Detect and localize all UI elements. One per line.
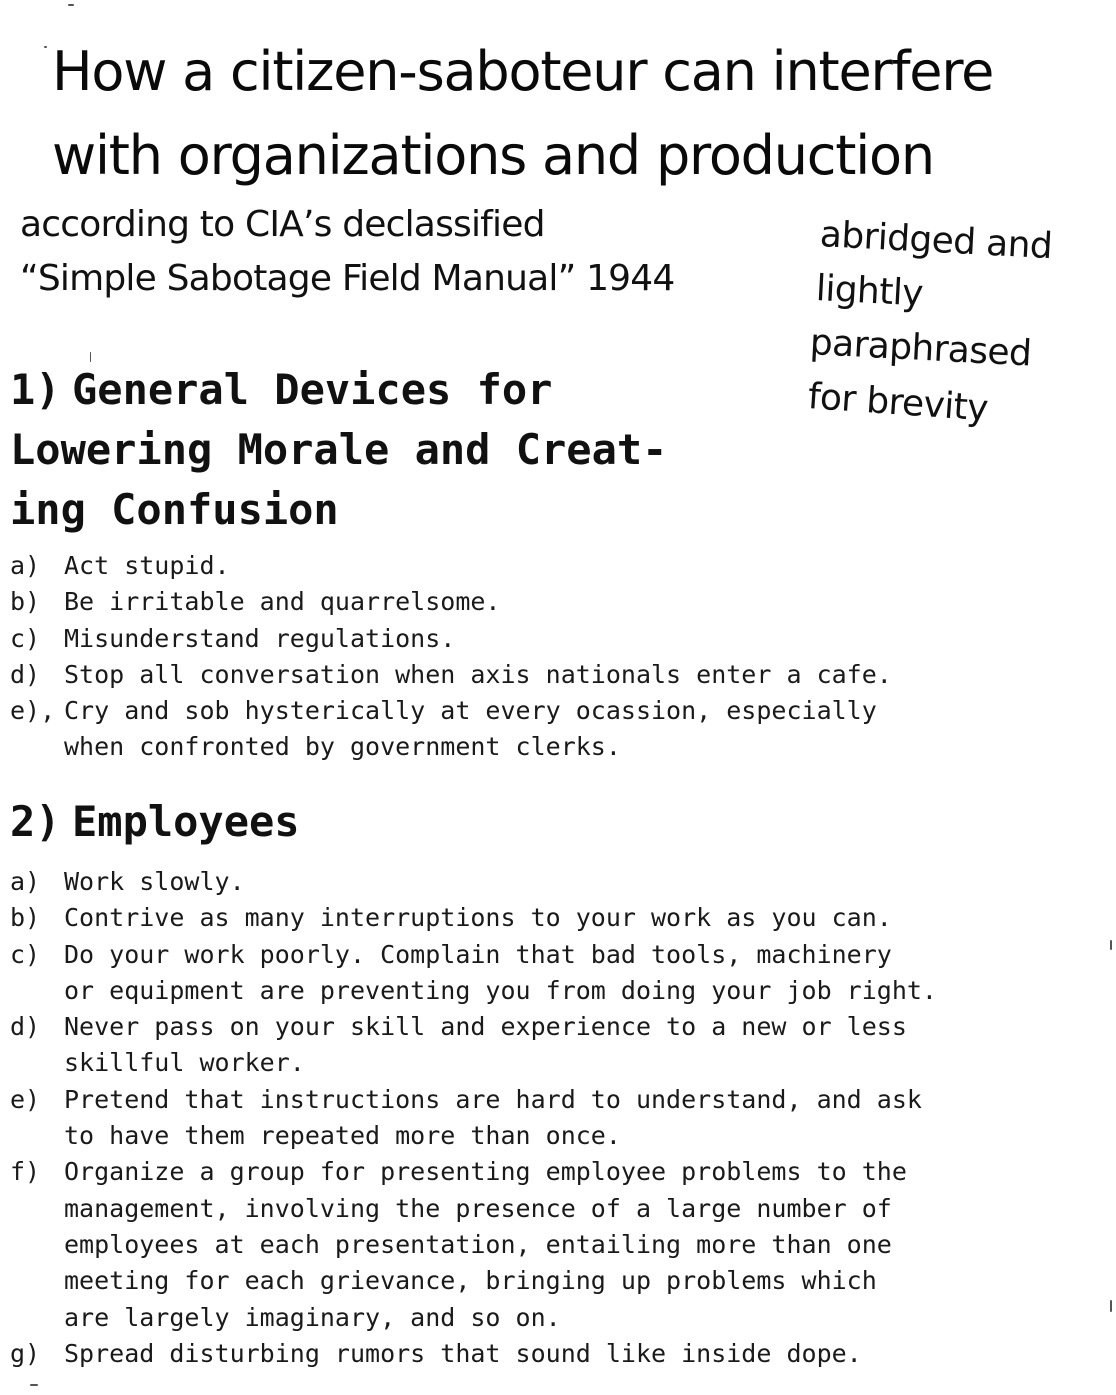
list-item-marker: f) (10, 1157, 41, 1187)
list-item-text: Spread disturbing rumors that sound like inside dope. (64, 1338, 862, 1368)
note-line-2: lightly (814, 268, 924, 315)
list-item-text: management, involving the presence of a large number of (64, 1193, 892, 1223)
list-item (10, 548, 892, 584)
list-item-marker: a) (10, 551, 41, 580)
scan-speck (1110, 1300, 1112, 1312)
list-item (10, 864, 937, 900)
list-item-marker: e), (10, 696, 56, 726)
section-2-list (10, 864, 937, 1372)
note-line-3: paraphrased (808, 322, 1033, 375)
list-item (10, 1300, 937, 1336)
list-item-text: Be irritable and quarrelsome. (64, 587, 501, 617)
section-2-number: 2) (10, 797, 61, 846)
list-item-marker: e) (10, 1084, 41, 1114)
list-item-text: Act stupid. (64, 551, 230, 580)
section-1-heading (10, 360, 667, 540)
list-item-text: Work slowly. (64, 867, 245, 896)
list-item-text: Organize a group for presenting employee problems to the (64, 1157, 907, 1187)
section-1-heading-line-2: Lowering Morale and Creat- (10, 425, 668, 474)
list-item-text: Misunderstand regulations. (64, 623, 456, 653)
list-item-text: Stop all conversation when axis nationals enter a cafe. (64, 659, 892, 689)
list-item-marker: a) (10, 867, 41, 896)
list-item-text: are largely imaginary, and so on. (64, 1302, 561, 1332)
scan-speck (1110, 940, 1112, 950)
list-item (10, 1045, 937, 1081)
note-line-4: for brevity (806, 376, 990, 430)
list-item (10, 973, 937, 1009)
list-item-text: employees at each presentation, entailing more than one (64, 1229, 892, 1259)
list-item (10, 1191, 937, 1227)
source-subtitle (20, 198, 675, 306)
list-item-text: Contrive as many interruptions to your work as you can. (64, 903, 892, 933)
section-1-list (10, 548, 892, 766)
list-item (10, 937, 937, 973)
list-item (10, 1227, 937, 1263)
list-item-text: Cry and sob hysterically at every ocassion, especially (64, 696, 877, 726)
list-item-text: Pretend that instructions are hard to understand, and ask (64, 1084, 922, 1114)
note-line-1: abridged and (818, 214, 1054, 268)
list-item-marker: g) (10, 1338, 41, 1368)
list-item-text: meeting for each grievance, bringing up problems which (64, 1266, 877, 1296)
list-item (10, 729, 892, 765)
list-item-marker: c) (10, 939, 41, 969)
list-item (10, 621, 892, 657)
section-1-heading-line-1: General Devices for (72, 365, 553, 414)
title-line-1: How a citizen-saboteur can interfere (52, 40, 994, 103)
list-item (10, 1263, 937, 1299)
list-item-marker: b) (10, 903, 41, 933)
section-2-heading-text: Employees (72, 797, 300, 846)
list-item-marker: d) (10, 659, 41, 689)
list-item-marker: d) (10, 1012, 41, 1042)
list-item (10, 1154, 937, 1190)
section-1-heading-line-3: ing Confusion (10, 485, 339, 534)
list-item (10, 584, 892, 620)
list-item (10, 1336, 937, 1372)
list-item-text: or equipment are preventing you from doing your job right. (64, 975, 937, 1005)
scan-speck (30, 1384, 38, 1386)
subtitle-line-2: “Simple Sabotage Field Manual” 1944 (20, 258, 675, 299)
list-item (10, 1009, 937, 1045)
list-item-text: Do your work poorly. Complain that bad tools, machinery (64, 939, 892, 969)
list-item-text: when confronted by government clerks. (64, 732, 621, 762)
list-item (10, 657, 892, 693)
section-2-heading (10, 792, 300, 852)
scan-speck (90, 352, 91, 362)
list-item (10, 900, 937, 936)
section-1-number: 1) (10, 365, 61, 414)
subtitle-line-1: according to CIA’s declassified (20, 204, 545, 245)
list-item (10, 693, 892, 729)
list-item (10, 1082, 937, 1118)
scan-speck (68, 4, 74, 6)
abridged-note (806, 208, 1054, 430)
list-item-marker: b) (10, 587, 41, 617)
title-line-2: with organizations and production (52, 124, 934, 187)
page-title (52, 30, 1102, 198)
list-item-text: Never pass on your skill and experience to a new or less (64, 1012, 907, 1042)
scan-speck (44, 46, 47, 48)
list-item-marker: c) (10, 623, 41, 653)
list-item-text: skillful worker. (64, 1048, 305, 1078)
list-item (10, 1118, 937, 1154)
list-item-text: to have them repeated more than once. (64, 1121, 621, 1151)
